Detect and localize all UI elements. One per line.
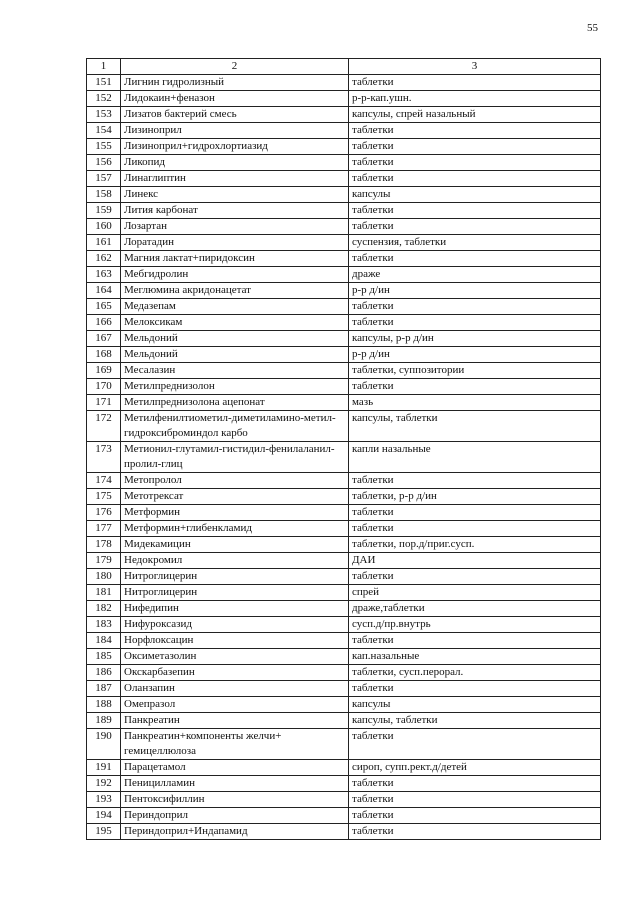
drug-name: Лизатов бактерий смесь — [121, 107, 349, 123]
table-row — [87, 537, 601, 553]
header-col-2: 2 — [121, 59, 349, 75]
dosage-form: таблетки, сусп.перорал. — [349, 665, 601, 681]
table-row — [87, 395, 601, 411]
drug-name: Оксиметазолин — [121, 649, 349, 665]
drug-name: Норфлоксацин — [121, 633, 349, 649]
dosage-form: таблетки — [349, 171, 601, 187]
drug-name: Недокромил — [121, 553, 349, 569]
row-number: 185 — [87, 649, 121, 665]
table-row — [87, 649, 601, 665]
row-number: 161 — [87, 235, 121, 251]
table-row — [87, 139, 601, 155]
row-number: 192 — [87, 776, 121, 792]
row-number: 179 — [87, 553, 121, 569]
drug-name: Лития карбонат — [121, 203, 349, 219]
drug-name: Метопролол — [121, 473, 349, 489]
row-number: 189 — [87, 713, 121, 729]
dosage-form: таблетки — [349, 75, 601, 91]
table-row — [87, 171, 601, 187]
header-row — [87, 59, 601, 75]
dosage-form: капсулы, спрей назальный — [349, 107, 601, 123]
table-row — [87, 601, 601, 617]
drug-name: Медазепам — [121, 299, 349, 315]
dosage-form: капсулы, р-р д/ин — [349, 331, 601, 347]
table-row — [87, 411, 601, 442]
table-row — [87, 792, 601, 808]
dosage-form: ДАИ — [349, 553, 601, 569]
table-row — [87, 251, 601, 267]
table-row — [87, 442, 601, 473]
drug-name: Оланзапин — [121, 681, 349, 697]
row-number: 171 — [87, 395, 121, 411]
table-row — [87, 347, 601, 363]
table-row — [87, 299, 601, 315]
dosage-form: таблетки — [349, 776, 601, 792]
row-number: 163 — [87, 267, 121, 283]
drug-name: Нифуроксазид — [121, 617, 349, 633]
drug-name: Лизиноприл — [121, 123, 349, 139]
row-number: 183 — [87, 617, 121, 633]
medication-table — [86, 58, 601, 840]
row-number: 158 — [87, 187, 121, 203]
dosage-form: таблетки — [349, 505, 601, 521]
table-row — [87, 553, 601, 569]
row-number: 194 — [87, 808, 121, 824]
dosage-form: драже — [349, 267, 601, 283]
table-row — [87, 808, 601, 824]
row-number: 155 — [87, 139, 121, 155]
drug-name: Лозартан — [121, 219, 349, 235]
dosage-form: таблетки — [349, 299, 601, 315]
table-row — [87, 363, 601, 379]
row-number: 181 — [87, 585, 121, 601]
dosage-form: таблетки — [349, 792, 601, 808]
row-number: 166 — [87, 315, 121, 331]
table-row — [87, 633, 601, 649]
drug-name: Мельдоний — [121, 331, 349, 347]
dosage-form: таблетки — [349, 473, 601, 489]
dosage-form: таблетки — [349, 681, 601, 697]
table-row — [87, 760, 601, 776]
table-row — [87, 681, 601, 697]
dosage-form: таблетки — [349, 251, 601, 267]
drug-name: Месалазин — [121, 363, 349, 379]
dosage-form: таблетки — [349, 219, 601, 235]
drug-name: Метилпреднизолон — [121, 379, 349, 395]
dosage-form: драже,таблетки — [349, 601, 601, 617]
table-row — [87, 617, 601, 633]
dosage-form: капсулы — [349, 187, 601, 203]
row-number: 165 — [87, 299, 121, 315]
dosage-form: р-р д/ин — [349, 283, 601, 299]
table-row — [87, 235, 601, 251]
row-number: 184 — [87, 633, 121, 649]
table-row — [87, 267, 601, 283]
dosage-form: капсулы, таблетки — [349, 713, 601, 729]
table-row — [87, 331, 601, 347]
drug-name: Мидекамицин — [121, 537, 349, 553]
table-row — [87, 315, 601, 331]
drug-name: Пентоксифиллин — [121, 792, 349, 808]
drug-name: Метформин — [121, 505, 349, 521]
dosage-form: таблетки — [349, 521, 601, 537]
row-number: 176 — [87, 505, 121, 521]
table-row — [87, 665, 601, 681]
dosage-form: таблетки, суппозитории — [349, 363, 601, 379]
row-number: 180 — [87, 569, 121, 585]
drug-name: Магния лактат+пиридоксин — [121, 251, 349, 267]
dosage-form: таблетки — [349, 315, 601, 331]
drug-name: Окскарбазепин — [121, 665, 349, 681]
row-number: 159 — [87, 203, 121, 219]
drug-name: Метилпреднизолона ацепонат — [121, 395, 349, 411]
row-number: 187 — [87, 681, 121, 697]
row-number: 154 — [87, 123, 121, 139]
table-row — [87, 585, 601, 601]
row-number: 191 — [87, 760, 121, 776]
row-number: 178 — [87, 537, 121, 553]
drug-name: Метотрексат — [121, 489, 349, 505]
row-number: 173 — [87, 442, 121, 473]
dosage-form: мазь — [349, 395, 601, 411]
dosage-form: таблетки — [349, 139, 601, 155]
page-number: 55 — [587, 22, 598, 34]
drug-name: Лизиноприл+гидрохлортиазид — [121, 139, 349, 155]
row-number: 153 — [87, 107, 121, 123]
row-number: 156 — [87, 155, 121, 171]
dosage-form: таблетки — [349, 379, 601, 395]
dosage-form: таблетки — [349, 155, 601, 171]
table-row — [87, 713, 601, 729]
row-number: 160 — [87, 219, 121, 235]
row-number: 195 — [87, 824, 121, 840]
drug-name: Панкреатин — [121, 713, 349, 729]
drug-name: Метформин+глибенкламид — [121, 521, 349, 537]
table-row — [87, 473, 601, 489]
drug-name: Нифедипин — [121, 601, 349, 617]
dosage-form: сироп, супп.рект.д/детей — [349, 760, 601, 776]
header-col-3: 3 — [349, 59, 601, 75]
dosage-form: капсулы — [349, 697, 601, 713]
table-row — [87, 203, 601, 219]
row-number: 152 — [87, 91, 121, 107]
header-col-1: 1 — [87, 59, 121, 75]
drug-name: Мельдоний — [121, 347, 349, 363]
row-number: 170 — [87, 379, 121, 395]
drug-name: Мелоксикам — [121, 315, 349, 331]
row-number: 172 — [87, 411, 121, 442]
drug-name: Мебгидролин — [121, 267, 349, 283]
dosage-form: таблетки, р-р д/ин — [349, 489, 601, 505]
row-number: 193 — [87, 792, 121, 808]
drug-name: Ликопид — [121, 155, 349, 171]
drug-name: Лидокаин+феназон — [121, 91, 349, 107]
table-row — [87, 569, 601, 585]
table-row — [87, 729, 601, 760]
row-number: 177 — [87, 521, 121, 537]
drug-name: Лигнин гидролизный — [121, 75, 349, 91]
dosage-form: таблетки — [349, 633, 601, 649]
drug-name: Нитроглицерин — [121, 585, 349, 601]
table-row — [87, 521, 601, 537]
dosage-form: капли назальные — [349, 442, 601, 473]
drug-name: Метилфенилтиометил-диметиламино-метил-гидроксиброминдол карбо — [121, 411, 349, 442]
dosage-form: сусп.д/пр.внутрь — [349, 617, 601, 633]
row-number: 162 — [87, 251, 121, 267]
table-row — [87, 776, 601, 792]
table-row — [87, 697, 601, 713]
dosage-form: р-р-кап.ушн. — [349, 91, 601, 107]
dosage-form: суспензия, таблетки — [349, 235, 601, 251]
row-number: 169 — [87, 363, 121, 379]
table-row — [87, 107, 601, 123]
row-number: 188 — [87, 697, 121, 713]
table-row — [87, 187, 601, 203]
drug-name: Периндоприл+Индапамид — [121, 824, 349, 840]
row-number: 174 — [87, 473, 121, 489]
row-number: 190 — [87, 729, 121, 760]
drug-name: Линекс — [121, 187, 349, 203]
drug-name: Парацетамол — [121, 760, 349, 776]
dosage-form: р-р д/ин — [349, 347, 601, 363]
row-number: 186 — [87, 665, 121, 681]
drug-name: Периндоприл — [121, 808, 349, 824]
dosage-form: таблетки — [349, 824, 601, 840]
drug-name: Панкреатин+компоненты желчи+ гемицеллюлоза — [121, 729, 349, 760]
table-row — [87, 489, 601, 505]
drug-name: Линаглиптин — [121, 171, 349, 187]
dosage-form: таблетки — [349, 808, 601, 824]
drug-name: Нитроглицерин — [121, 569, 349, 585]
table-row — [87, 824, 601, 840]
dosage-form: таблетки — [349, 203, 601, 219]
drug-name: Омепразол — [121, 697, 349, 713]
drug-name: Меглюмина акридонацетат — [121, 283, 349, 299]
table-row — [87, 283, 601, 299]
table-row — [87, 505, 601, 521]
row-number: 167 — [87, 331, 121, 347]
table-row — [87, 123, 601, 139]
row-number: 168 — [87, 347, 121, 363]
drug-name: Лоратадин — [121, 235, 349, 251]
row-number: 157 — [87, 171, 121, 187]
dosage-form: кап.назальные — [349, 649, 601, 665]
dosage-form: таблетки — [349, 123, 601, 139]
dosage-form: таблетки — [349, 569, 601, 585]
table-row — [87, 91, 601, 107]
table-row — [87, 155, 601, 171]
dosage-form: таблетки — [349, 729, 601, 760]
drug-name: Пеницилламин — [121, 776, 349, 792]
dosage-form: спрей — [349, 585, 601, 601]
table-row — [87, 219, 601, 235]
dosage-form: капсулы, таблетки — [349, 411, 601, 442]
table-row — [87, 75, 601, 91]
dosage-form: таблетки, пор.д/приг.сусп. — [349, 537, 601, 553]
row-number: 164 — [87, 283, 121, 299]
row-number: 151 — [87, 75, 121, 91]
drug-name: Метионил-глутамил-гистидил-фенилаланил-пролил-глиц — [121, 442, 349, 473]
table-row — [87, 379, 601, 395]
row-number: 175 — [87, 489, 121, 505]
row-number: 182 — [87, 601, 121, 617]
